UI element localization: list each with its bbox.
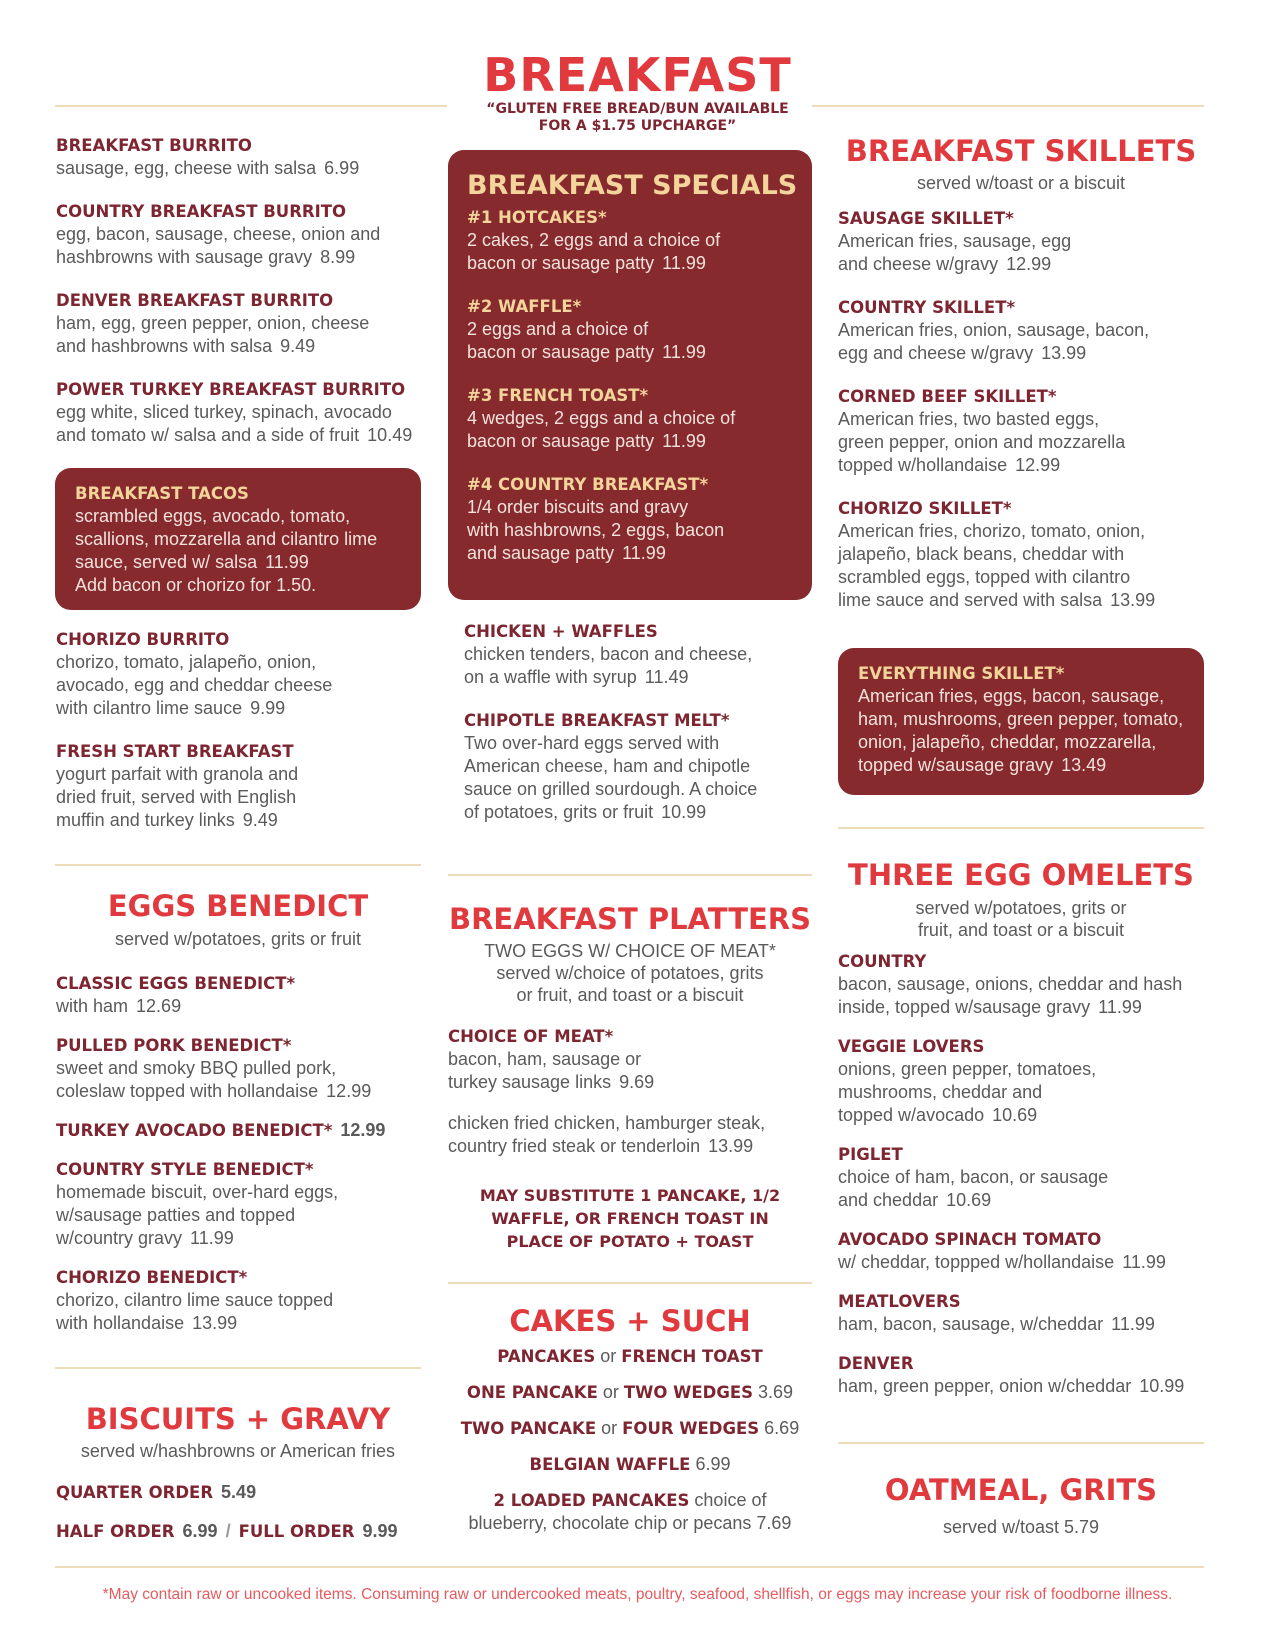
cakes-item: BELGIAN WAFFLE 6.99 — [529, 1454, 731, 1474]
middle-item-list — [464, 620, 814, 844]
left-burrito-list-2 — [56, 628, 436, 852]
menu-item: SAUSAGE SKILLET* American fries, sausage, egg and cheese w/gravy 12.99 — [838, 209, 1072, 274]
menu-item: CHIPOTLE BREAKFAST MELT* Two over-hard eggs served with American cheese, ham and chipotle sauce on grilled sourdough. A choice of potatoes, grits or fruit 10.99 — [464, 711, 758, 822]
divider — [838, 1442, 1204, 1444]
cakes-item: ONE PANCAKE or TWO WEDGES 3.69 — [466, 1382, 794, 1402]
divider — [55, 1367, 421, 1369]
menu-item: BREAKFAST BURRITO sausage, egg, cheese with salsa 6.99 — [56, 136, 360, 178]
menu-item: MEATLOVERS ham, bacon, sausage, w/cheddar 11.99 — [838, 1292, 1155, 1334]
menu-item: PULLED PORK BENEDICT* sweet and smoky BBQ pulled pork, coleslaw topped with hollandaise 12.99 — [56, 1036, 372, 1101]
oatmeal-grits-subtitle: served w/toast 5.79 — [942, 1517, 1100, 1537]
menu-item: PIGLET choice of ham, bacon, or sausage and cheddar 10.69 — [838, 1145, 1109, 1210]
divider — [55, 864, 421, 866]
breakfast-specials-box: BREAKFAST SPECIALS #1 HOTCAKES* 2 cakes, 2 eggs and a choice of bacon or sausage patty 11.99 #2 WAFFLE* 2 eggs and a choice of bacon or sausage patty 11.99 #3 FRENCH TOAST* 4 wedges, 2 eggs and a choice of bacon or sausage patty 11.99 #4 COUNTRY BREAKFAST* 1/4 order biscuits and gravy with hashbrowns, 2 eggs, bacon and sausage patty 11.99 — [448, 150, 812, 600]
divider — [812, 105, 1204, 107]
substitution-note: MAY SUBSTITUTE 1 PANCAKE, 1/2 WAFFLE, OR FRENCH TOAST IN PLACE OF POTATO + TOAST — [479, 1186, 781, 1251]
special-item: #2 WAFFLE* 2 eggs and a choice of bacon or sausage patty 11.99 — [467, 297, 706, 362]
biscuits-gravy-subtitle: served w/hashbrowns or American fries — [80, 1441, 396, 1461]
eggs-benedict-subtitle: served w/potatoes, grits or fruit — [114, 929, 362, 949]
menu-item: chicken fried chicken, hamburger steak, country fried steak or tenderloin 13.99 — [448, 1113, 766, 1156]
cakes-item: 2 LOADED PANCAKES choice of — [493, 1490, 767, 1510]
cakes-subheading: PANCAKES or FRENCH TOAST — [497, 1346, 763, 1366]
platters-list — [448, 1025, 812, 1178]
menu-item: DENVER ham, green pepper, onion w/cheddar 10.99 — [838, 1354, 1185, 1396]
special-item: #3 FRENCH TOAST* 4 wedges, 2 eggs and a choice of bacon or sausage patty 11.99 — [467, 386, 736, 451]
menu-item: VEGGIE LOVERS onions, green pepper, tomatoes, mushrooms, cheddar and topped w/avocado 10.69 — [838, 1037, 1097, 1125]
menu-item: COUNTRY bacon, sausage, onions, cheddar and hash inside, topped w/sausage gravy 11.99 — [838, 952, 1183, 1017]
divider — [55, 105, 447, 107]
divider — [448, 1282, 812, 1284]
breakfast-platters-subtitle: TWO EGGS W/ CHOICE OF MEAT* served w/choice of potatoes, grits or fruit, and toast or a biscuit — [484, 941, 776, 1005]
menu-item: CLASSIC EGGS BENEDICT* with ham 12.69 — [56, 974, 296, 1016]
menu-item: CHORIZO BURRITO chorizo, tomato, jalapeño, onion, avocado, egg and cheddar cheese with cilantro lime sauce 9.99 — [56, 630, 333, 718]
menu-item: TURKEY AVOCADO BENEDICT* 12.99 — [56, 1120, 386, 1140]
left-burrito-list — [56, 134, 436, 467]
menu-item: CORNED BEEF SKILLET* American fries, two basted eggs, green pepper, onion and mozzarella topped w/hollandaise 12.99 — [838, 387, 1126, 475]
benedict-list — [56, 972, 436, 1355]
three-egg-omelets-subtitle: served w/potatoes, grits or fruit, and toast or a biscuit — [915, 898, 1127, 940]
half-full-order: HALF ORDER 6.99 / FULL ORDER 9.99 — [56, 1521, 398, 1541]
cakes-such-title: CAKES + SUCH — [509, 1304, 751, 1338]
quarter-order: QUARTER ORDER 5.49 — [56, 1482, 257, 1502]
eggs-benedict-title: EGGS BENEDICT — [107, 889, 369, 923]
menu-item: CHOICE OF MEAT* bacon, ham, sausage or turkey sausage links 9.69 — [448, 1027, 655, 1092]
divider — [55, 1566, 1204, 1568]
oatmeal-grits-title: OATMEAL, GRITS — [884, 1473, 1158, 1507]
menu-item: CHORIZO BENEDICT* chorizo, cilantro lime sauce topped with hollandaise 13.99 — [56, 1268, 334, 1333]
skillets-list — [838, 207, 1204, 632]
gluten-free-note: “GLUTEN FREE BREAD/BUN AVAILABLE FOR A $1.75 UPCHARGE” — [486, 101, 789, 134]
menu-item: DENVER BREAKFAST BURRITO ham, egg, green pepper, onion, cheese and hashbrowns with salsa 9.49 — [56, 291, 370, 356]
menu-item: CHICKEN + WAFFLES chicken tenders, bacon and cheese, on a waffle with syrup 11.49 — [464, 622, 753, 687]
menu-item: COUNTRY SKILLET* American fries, onion, sausage, bacon, egg and cheese w/gravy 13.99 — [838, 298, 1150, 363]
menu-item: CHORIZO SKILLET* American fries, chorizo, tomato, onion, jalapeño, black beans, cheddar with scrambled eggs, topped with cilantro lime sauce and served with salsa 13.99 — [838, 499, 1156, 610]
breakfast-skillets-subtitle: served w/toast or a biscuit — [916, 173, 1126, 193]
cakes-item-desc: blueberry, chocolate chip or pecans 7.69 — [468, 1513, 792, 1533]
breakfast-skillets-title: BREAKFAST SKILLETS — [845, 134, 1197, 168]
menu-item: COUNTRY BREAKFAST BURRITO egg, bacon, sausage, cheese, onion and hashbrowns with sausage gravy 8.99 — [56, 202, 381, 267]
divider — [448, 874, 812, 876]
menu-item: AVOCADO SPINACH TOMATO w/ cheddar, toppped w/hollandaise 11.99 — [838, 1230, 1166, 1272]
breakfast-platters-title: BREAKFAST PLATTERS — [448, 902, 812, 936]
three-egg-omelets-title: THREE EGG OMELETS — [848, 858, 1194, 892]
divider — [838, 827, 1204, 829]
special-item: #1 HOTCAKES* 2 cakes, 2 eggs and a choice of bacon or sausage patty 11.99 — [467, 208, 721, 273]
allergen-disclaimer: *May contain raw or uncooked items. Consuming raw or undercooked meats, poultry, seafood, shellfish, or eggs may increase your risk of foodborne illness. — [102, 1586, 1173, 1603]
cakes-list — [448, 1345, 812, 1548]
menu-item: POWER TURKEY BREAKFAST BURRITO egg white, sliced turkey, spinach, avocado and tomato w/ salsa and a side of fruit 10.49 — [56, 380, 413, 445]
menu-item: FRESH START BREAKFAST yogurt parfait with granola and dried fruit, served with English muffin and turkey links 9.49 — [56, 742, 299, 830]
biscuits-list — [56, 1481, 436, 1543]
menu-item: COUNTRY STYLE BENEDICT* homemade biscuit, over-hard eggs, w/sausage patties and topped w/country gravy 11.99 — [56, 1160, 339, 1248]
biscuits-gravy-title: BISCUITS + GRAVY — [85, 1402, 391, 1436]
special-item: #4 COUNTRY BREAKFAST* 1/4 order biscuits and gravy with hashbrowns, 2 eggs, bacon and sausage patty 11.99 — [467, 475, 725, 563]
breakfast-tacos-box: BREAKFAST TACOS scrambled eggs, avocado, tomato, scallions, mozzarella and cilantro lime sauce, served w/ salsa 11.99 Add bacon or chorizo for 1.50. — [55, 468, 421, 610]
everything-skillet-box: EVERYTHING SKILLET* American fries, eggs, bacon, sausage, ham, mushrooms, green pepper, tomato, onion, jalapeño, cheddar, mozzarella, topped w/sausage gravy 13.49 — [838, 648, 1204, 795]
cakes-item: TWO PANCAKE or FOUR WEDGES 6.69 — [460, 1418, 800, 1438]
omelets-list — [838, 950, 1204, 1418]
page-title: BREAKFAST — [483, 48, 792, 102]
